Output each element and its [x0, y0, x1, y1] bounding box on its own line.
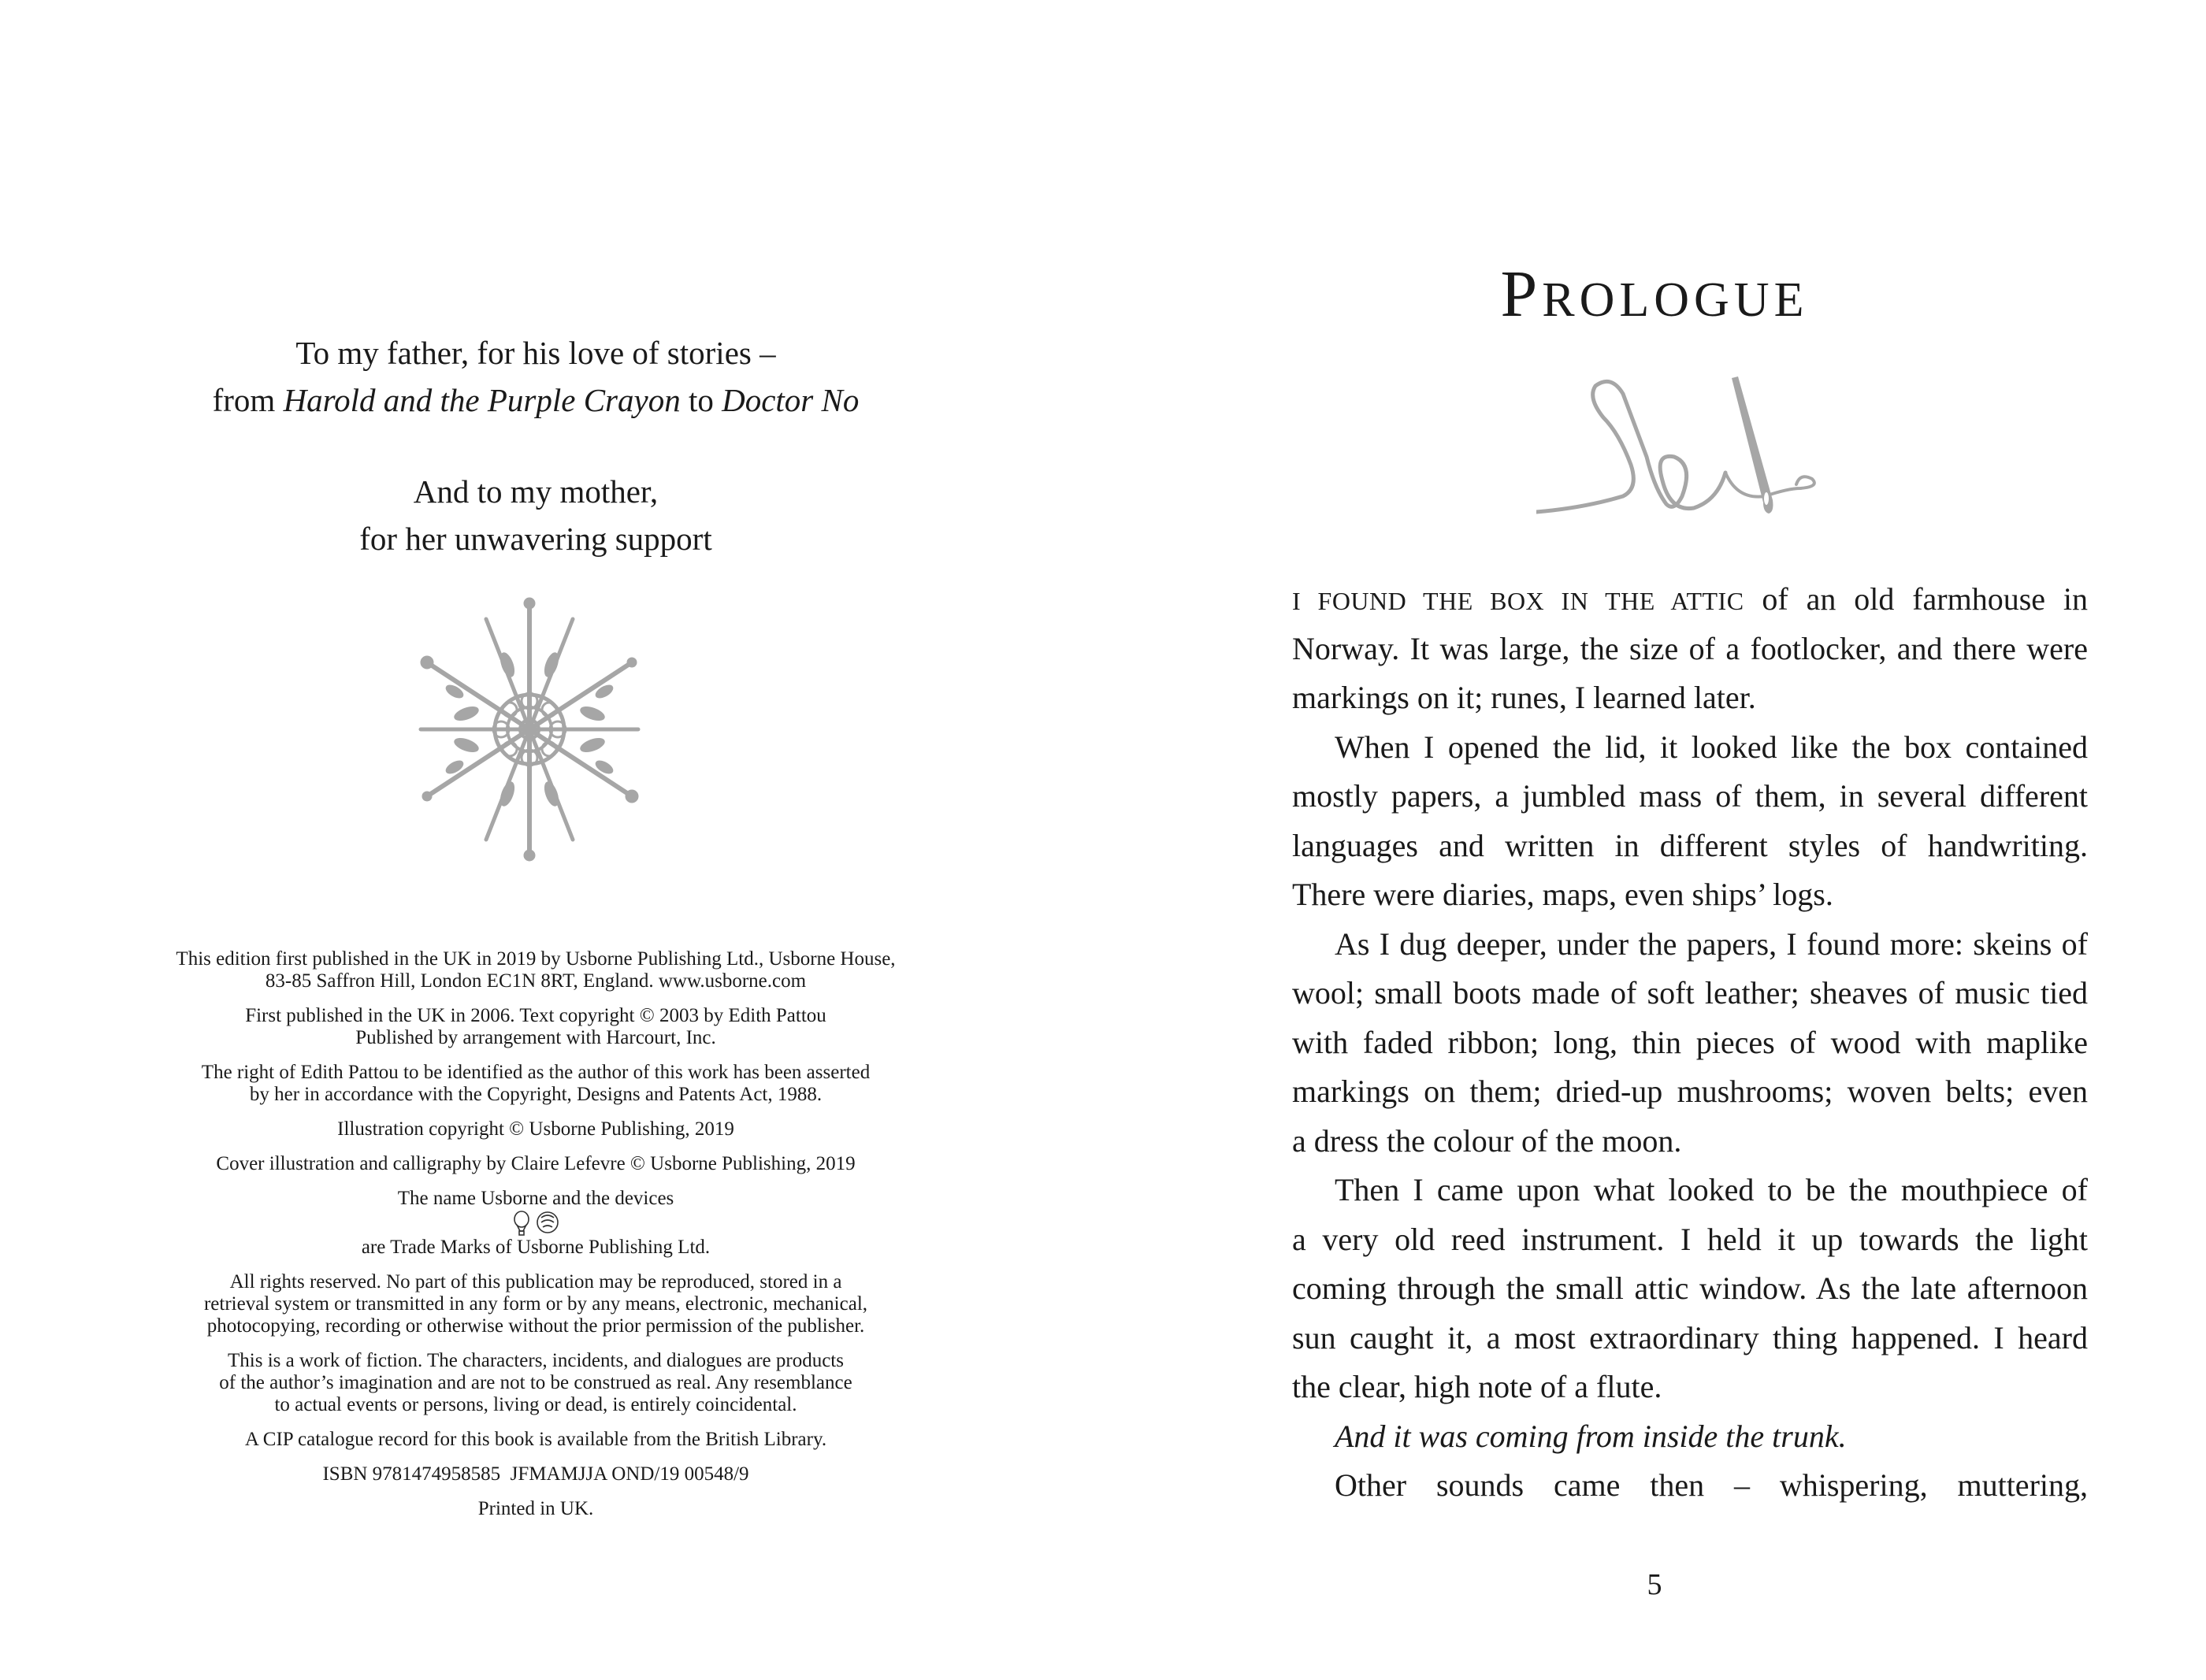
dedication-line [0, 376, 1071, 424]
body-line: Norway. It was large, the size of a footlocker, and there were [1292, 630, 2088, 666]
copyright-line: 83-85 Saffron Hill, London EC1N 8RT, England. www.usborne.com [265, 970, 807, 992]
copyright-line: Published by arrangement with Harcourt, Inc. [355, 1027, 716, 1048]
dedication-line: To my father, for his love of stories – [295, 335, 776, 371]
body-line: sun caught it, a most extraordinary thing happened. I heard [1292, 1319, 2088, 1355]
copyright-line: Printed in UK. [477, 1498, 594, 1519]
usborne-balloon-logo-icon [510, 1210, 562, 1237]
body-line: the clear, high note of a flute. [1292, 1369, 1662, 1404]
body-line: with faded ribbon; long, thin pieces of wood with maplike [1292, 1024, 2088, 1060]
copyright-trademark [71, 1188, 1001, 1259]
copyright-edition [71, 948, 1001, 992]
snowflake-ornament-icon [411, 594, 648, 866]
body-line-text: of an old farmhouse in [1744, 581, 2088, 617]
needle-thread-ornament-icon [1536, 370, 1851, 528]
body-line: When I opened the lid, it looked like the box contained [1335, 729, 2088, 765]
copyright-line: All rights reserved. No part of this publication may be reproduced, stored in a [229, 1271, 842, 1292]
book-title-doctor-no: Doctor No [722, 382, 860, 418]
copyright-printed [71, 1498, 1001, 1520]
dedication-line: And to my mother, [413, 473, 659, 510]
copyright-cip [71, 1429, 1001, 1451]
prologue-body [1292, 575, 2088, 1511]
body-line: a dress the colour of the moon. [1292, 1122, 1682, 1159]
body-line: As I dug deeper, under the papers, I found more: skeins of [1335, 925, 2088, 962]
dedication-line: for her unwavering support [359, 521, 712, 557]
copyright-line: First published in the UK in 2006. Text copyright © 2003 by Edith Pattou [245, 1005, 826, 1026]
body-line: Other sounds came then – whispering, muttering, [1335, 1467, 2088, 1503]
copyright-line: Illustration copyright © Usborne Publishing, 2019 [337, 1118, 734, 1140]
copyright-isbn [71, 1463, 1001, 1485]
copyright-author-rights [71, 1062, 1001, 1106]
copyright-line: Cover illustration and calligraphy by Claire Lefevre © Usborne Publishing, 2019 [216, 1153, 856, 1174]
copyright-line: ISBN 9781474958585 JFMAMJJA OND/19 00548/9 [322, 1463, 749, 1485]
copyright-block [71, 948, 1001, 1533]
body-line: languages and written in different styles of handwriting. [1292, 827, 2088, 863]
copyright-line: to actual events or persons, living or dead, is entirely coincidental. [274, 1394, 797, 1415]
dedication-mother [0, 468, 1071, 562]
chapter-title-rest: ROLOGUE [1542, 273, 1809, 327]
trademark-text: The name Usborne and the devices [397, 1188, 674, 1209]
body-line [1292, 575, 2088, 625]
body-line: wool; small boots made of soft leather; sheaves of music tied [1292, 975, 2088, 1011]
copyright-line: by her in accordance with the Copyright, Designs and Patents Act, 1988. [249, 1084, 823, 1105]
body-line: markings on it; runes, I learned later. [1292, 680, 1756, 715]
copyright-illustration [71, 1118, 1001, 1140]
copyright-line: of the author’s imagination and are not to be construed as real. Any resemblance [219, 1372, 852, 1393]
body-line: There were diaries, maps, even ships’ logs. [1292, 877, 1833, 912]
opening-small-caps: I FOUND THE BOX IN THE ATTIC [1292, 587, 1744, 615]
right-page [1103, 0, 2206, 1680]
page-number: 5 [1647, 1568, 1662, 1601]
copyright-line: This is a work of fiction. The characters, incidents, and dialogues are products [228, 1350, 844, 1371]
dedication-text: from [212, 382, 284, 418]
copyright-line: photocopying, recording or otherwise without the prior permission of the publisher. [206, 1315, 865, 1337]
body-line: markings on them; dried-up mushrooms; woven belts; even [1292, 1074, 2088, 1109]
chapter-title-initial: P [1500, 258, 1543, 331]
body-line: Then I came upon what looked to be the mouthpiece of [1335, 1172, 2088, 1207]
copyright-line [71, 1188, 1001, 1259]
copyright-fiction-notice [71, 1350, 1001, 1416]
trademark-text: are Trade Marks of Usborne Publishing Ltd. [361, 1237, 711, 1258]
copyright-cover [71, 1153, 1001, 1175]
dedication-father [0, 329, 1071, 424]
copyright-line: A CIP catalogue record for this book is available from the British Library. [244, 1429, 827, 1450]
dedication-text: to [680, 382, 722, 418]
copyright-line: The right of Edith Pattou to be identified as the author of this work has been asserted [201, 1062, 871, 1083]
copyright-line: This edition first published in the UK in 2019 by Usborne Publishing Ltd., Usborne House, [176, 948, 896, 970]
body-line: mostly papers, a jumbled mass of them, in several different [1292, 778, 2088, 814]
copyright-all-rights [71, 1271, 1001, 1337]
book-title-harold: Harold and the Purple Crayon [283, 382, 681, 418]
body-line: a very old reed instrument. I held it up towards the light [1292, 1221, 2088, 1257]
chapter-title [1103, 256, 2206, 332]
copyright-line: retrieval system or transmitted in any form or by any means, electronic, mechanical, [203, 1293, 868, 1315]
body-line-italic: And it was coming from inside the trunk. [1335, 1418, 1847, 1454]
body-line: coming through the small attic window. As the late afternoon [1292, 1270, 2088, 1306]
copyright-first-published [71, 1005, 1001, 1049]
